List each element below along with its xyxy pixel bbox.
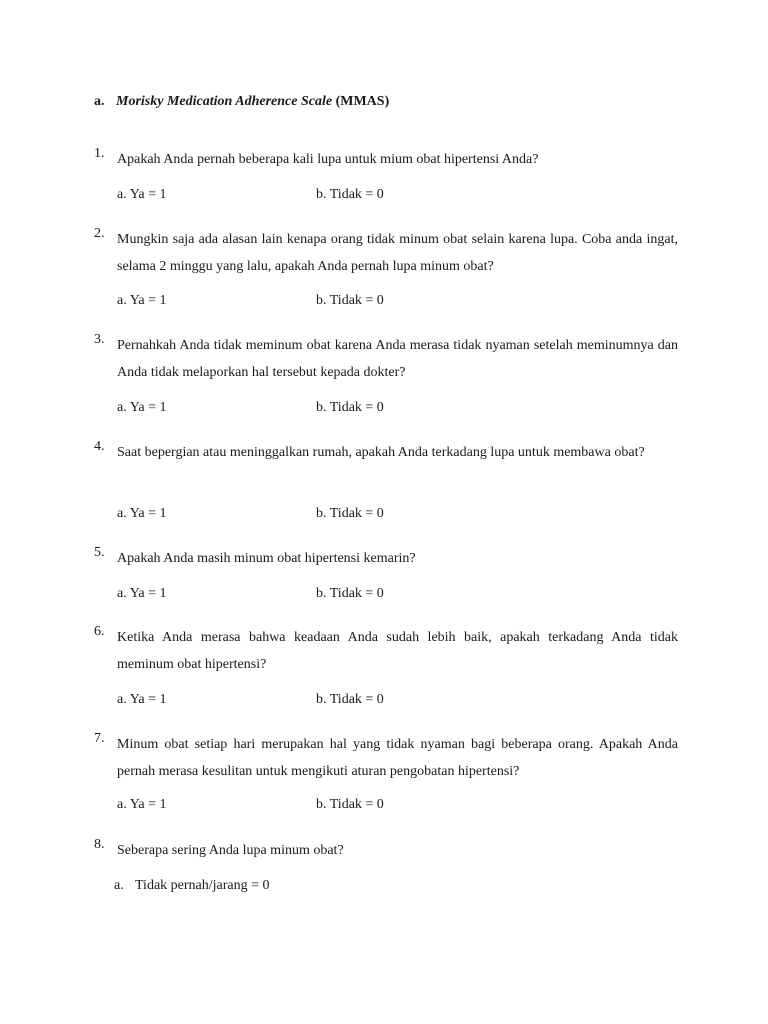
question-1 xyxy=(94,146,678,173)
option-yes: a. Ya = 1 xyxy=(117,400,167,415)
question-number: 8. xyxy=(94,837,105,852)
section-title-suffix: (MMAS) xyxy=(335,94,390,109)
option-no: b. Tidak = 0 xyxy=(316,586,384,601)
question-7 xyxy=(94,731,678,785)
answer-options-6 xyxy=(117,691,517,709)
question-number: 3. xyxy=(94,332,105,347)
question-number: 1. xyxy=(94,146,105,161)
option-letter: a. xyxy=(114,878,124,893)
question-number: 6. xyxy=(94,624,105,639)
question-text: Pernahkah Anda tidak meminum obat karena Anda merasa tidak nyaman setelah meminumnya dan Anda tidak melaporkan hal tersebut kepada dokter? xyxy=(117,338,678,380)
section-title: Morisky Medication Adherence Scale xyxy=(116,94,333,109)
question-text: Saat bepergian atau meninggalkan rumah, apakah Anda terkadang lupa untuk membawa obat? xyxy=(117,445,645,460)
question-2 xyxy=(94,226,678,280)
option-no: b. Tidak = 0 xyxy=(316,506,384,521)
option-no: b. Tidak = 0 xyxy=(316,797,384,812)
answer-options-4 xyxy=(117,505,517,523)
option-yes: a. Ya = 1 xyxy=(117,797,167,812)
question-number: 5. xyxy=(94,545,105,560)
option-yes: a. Ya = 1 xyxy=(117,187,167,202)
question-3 xyxy=(94,332,678,386)
answer-options-7 xyxy=(117,796,517,814)
option-yes: a. Ya = 1 xyxy=(117,692,167,707)
question-text: Ketika Anda merasa bahwa keadaan Anda sudah lebih baik, apakah terkadang Anda tidak meminum obat hipertensi? xyxy=(117,630,678,672)
answer-options-3 xyxy=(117,399,517,417)
q8-option-a xyxy=(114,877,270,895)
section-heading xyxy=(94,93,389,111)
answer-options-5 xyxy=(117,585,517,603)
section-letter: a. xyxy=(94,94,105,109)
answer-options-1 xyxy=(117,186,517,204)
option-no: b. Tidak = 0 xyxy=(316,692,384,707)
option-yes: a. Ya = 1 xyxy=(117,293,167,308)
option-no: b. Tidak = 0 xyxy=(316,187,384,202)
option-text: Tidak pernah/jarang = 0 xyxy=(135,878,270,893)
question-text: Apakah Anda masih minum obat hipertensi kemarin? xyxy=(117,551,416,566)
question-text: Minum obat setiap hari merupakan hal yang tidak nyaman bagi beberapa orang. Apakah Anda pernah merasa kesulitan untuk mengikuti aturan pengobatan hipertensi? xyxy=(117,737,678,779)
option-no: b. Tidak = 0 xyxy=(316,400,384,415)
question-5 xyxy=(94,545,678,572)
option-yes: a. Ya = 1 xyxy=(117,586,167,601)
question-text: Mungkin saja ada alasan lain kenapa orang tidak minum obat selain karena lupa. Coba anda ingat, selama 2 minggu yang lalu, apakah Anda pernah lupa minum obat? xyxy=(117,232,678,274)
option-yes: a. Ya = 1 xyxy=(117,506,167,521)
option-no: b. Tidak = 0 xyxy=(316,293,384,308)
question-text: Apakah Anda pernah beberapa kali lupa untuk mium obat hipertensi Anda? xyxy=(117,152,539,167)
question-number: 4. xyxy=(94,439,105,454)
question-4 xyxy=(94,439,678,466)
question-number: 2. xyxy=(94,226,105,241)
question-8 xyxy=(94,837,678,864)
question-number: 7. xyxy=(94,731,105,746)
answer-options-2 xyxy=(117,292,517,310)
question-6 xyxy=(94,624,678,678)
question-text: Seberapa sering Anda lupa minum obat? xyxy=(117,843,344,858)
